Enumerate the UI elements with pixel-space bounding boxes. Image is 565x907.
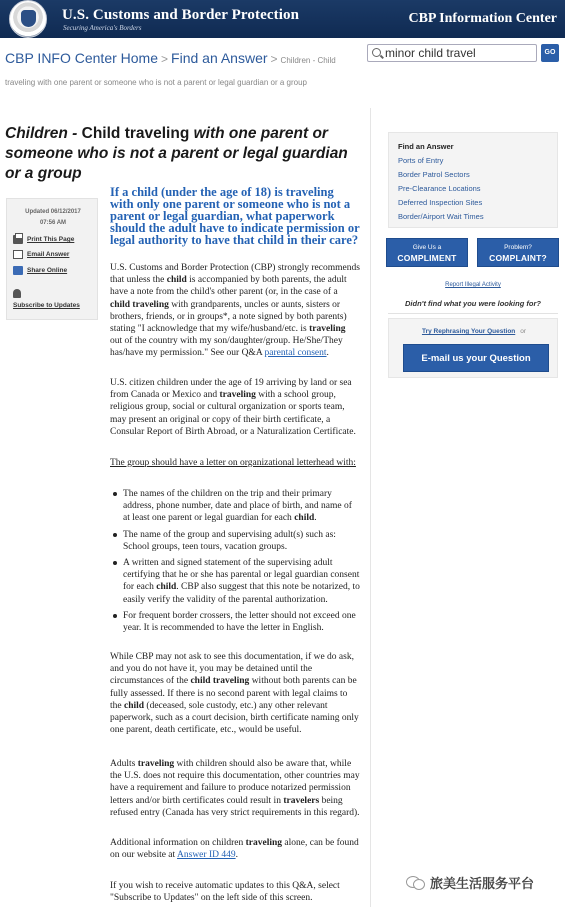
breadcrumb-separator: > <box>270 52 278 66</box>
bell-icon <box>13 289 21 298</box>
text-run: The name of the group and supervising adult(s) such as: School groups, teen tours, vacation groups. <box>123 529 336 552</box>
answer-paragraph-5 <box>110 837 360 861</box>
text-run: alone, can be found on our website at <box>110 838 359 861</box>
find-answer-title: Find an Answer <box>398 142 454 151</box>
info-center-title[interactable]: CBP Information Center <box>408 11 557 26</box>
answer-paragraph-6 <box>110 880 360 904</box>
keyword-highlight: child <box>123 700 145 711</box>
text-run: While CBP may not ask to see this documentation, if we do ask, and you do not have it, you may be detained until the circumstances of the <box>110 652 354 687</box>
updated-time-line: 07:56 AM <box>39 220 67 226</box>
page-title <box>5 124 360 184</box>
text-run: (deceased, sole custody, etc.) any other relevant paperwork, such as a court decision, birth certificate naming only one parent, death certificate, etc., would be useful. <box>110 700 359 736</box>
complaint-small-label: Problem? <box>504 244 532 251</box>
agency-name[interactable]: U.S. Customs and Border Protection <box>62 7 300 23</box>
go-button[interactable]: GO <box>541 44 559 62</box>
complaint-big-label: COMPLAINT? <box>489 253 547 263</box>
text-run: out of the country with my son/daughter/group. He/She/They has/have my permission." See our Q&A <box>110 336 343 359</box>
ports-of-entry-link[interactable]: Ports of Entry <box>398 156 444 165</box>
compliment-big-label: COMPLIMENT <box>397 253 457 263</box>
breadcrumb-find-answer-link[interactable]: Find an Answer <box>171 50 268 66</box>
inline-link[interactable]: parental consent <box>264 348 327 359</box>
watermark-text: 旅美生活服务平台 <box>430 876 535 891</box>
inline-link[interactable]: Answer ID 449 <box>177 850 236 861</box>
site-header <box>0 0 565 38</box>
report-illegal-activity-link[interactable]: Report Illegal Activity <box>445 282 501 288</box>
updated-date-line: Updated 06/12/2017 <box>25 209 81 215</box>
envelope-icon <box>13 250 23 259</box>
list-item <box>110 488 360 525</box>
find-answer-panel <box>388 132 558 228</box>
answer-paragraph-2 <box>110 377 360 438</box>
email-question-button[interactable]: E-mail us your Question <box>403 344 549 372</box>
keyword-highlight: child traveling <box>190 676 250 687</box>
text-run: For frequent border crossers, the letter should not exceed one year. It is recommended to have the letter in English. <box>123 610 356 634</box>
question-heading: If a child (under the age of 18) is traveling with only one parent or someone who is not a parent or legal guardian, what paperwork should the adult have to indicate permission or legal authority to have that child in their care? <box>110 185 360 247</box>
search-input[interactable] <box>385 45 535 61</box>
share-icon <box>13 266 23 275</box>
keyword-highlight: traveling <box>309 324 346 335</box>
text-run: Additional information on children <box>110 838 246 848</box>
wait-times-link[interactable]: Border/Airport Wait Times <box>398 212 484 221</box>
list-item <box>110 529 360 553</box>
keyword-highlight: traveling <box>245 838 283 848</box>
text-run: without both parents can be fully assessed. If there is no second parent with legal claims to the <box>110 676 357 711</box>
letter-requirements-list <box>110 488 360 638</box>
text-run: is accompanied by both parents, the adult have a note from the child's other parent (or, in the case of a <box>110 275 347 298</box>
search-icon <box>372 48 381 57</box>
compliment-button[interactable] <box>386 238 468 267</box>
agency-tagline: Securing America's Borders <box>63 24 142 32</box>
answer-paragraph-4 <box>110 758 360 819</box>
breadcrumb-current: Children - Child traveling with one parent or someone who is not a parent or legal guardian or a group <box>5 56 336 87</box>
or-label: or <box>520 328 527 335</box>
text-run: U.S. Customs and Border Protection (CBP) strongly recommends that unless the <box>110 263 360 286</box>
didnt-find-text: Didn't find what you were looking for? <box>405 299 541 308</box>
answer-paragraph-3 <box>110 651 360 736</box>
keyword-highlight: child <box>294 513 315 524</box>
breadcrumb-separator: > <box>161 52 169 66</box>
keyword-highlight: traveling <box>219 390 256 401</box>
letterhead-heading: The group should have a letter on organizational letterhead with: <box>110 458 356 468</box>
border-patrol-sectors-link[interactable]: Border Patrol Sectors <box>398 170 470 179</box>
share-online-label: Share Online <box>27 267 68 274</box>
text-run: . <box>326 348 329 359</box>
list-item <box>110 557 360 606</box>
keyword-highlight: child <box>156 582 177 593</box>
text-run: Adults <box>110 759 138 769</box>
breadcrumb <box>5 48 360 93</box>
search-box <box>367 44 537 62</box>
text-run: with children should also be aware that, while the U.S. does not require this documentation, other countries may have a requirement and failure to produce notarized permission letters and/or birth certificates could result in <box>110 759 360 806</box>
complaint-button[interactable] <box>477 238 559 267</box>
subscribe-label: Subscribe to Updates <box>13 302 80 309</box>
rephrase-row <box>389 328 559 335</box>
pre-clearance-locations-link[interactable]: Pre-Clearance Locations <box>398 184 481 193</box>
printer-icon <box>13 235 23 244</box>
text-run: . CBP also suggest that this note be notarized, to easily verify the validity of the parental authorization. <box>123 582 360 605</box>
contact-panel <box>388 318 558 378</box>
text-run: . <box>314 513 317 524</box>
answer-paragraph-1 <box>110 262 360 360</box>
keyword-highlight: travelers <box>283 795 320 806</box>
column-divider <box>370 108 371 907</box>
text-run: The names of the children on the trip and their primary address, phone number, date and place of birth, and name of at least one parent or legal guardian for each <box>123 489 352 524</box>
compliment-small-label: Give Us a <box>412 244 442 251</box>
text-run: If you wish to receive automatic updates to this Q&A, select "Subscribe to Updates" on the left side of this screen. <box>110 881 340 904</box>
updated-date <box>7 207 99 229</box>
text-run: U.S. citizen children under the age of 19 arriving by land or sea from Canada or Mexico and <box>110 378 352 401</box>
rephrase-question-link[interactable]: Try Rephrasing Your Question <box>421 328 516 335</box>
deferred-inspection-sites-link[interactable]: Deferred Inspection Sites <box>398 198 483 207</box>
print-page-label: Print This Page <box>27 236 75 243</box>
divider <box>388 313 558 314</box>
title-category: Children - <box>5 125 82 142</box>
text-run: A written and signed statement of the supervising adult certifying that he or she has parental or legal guardian consent for each <box>123 558 360 593</box>
text-run: being refused entry (Canada has very strict requirements in this regard). <box>110 795 360 818</box>
breadcrumb-home-link[interactable]: CBP INFO Center Home <box>5 50 159 66</box>
keyword-highlight: traveling <box>137 759 175 769</box>
answer-tools-panel <box>6 198 98 320</box>
text-run: with a school group, religious group, social or cultural organization or sports team, may present an original or copy of their birth certificate, a Consular Report of Birth Abroad, or a Naturalization Certificate. <box>110 390 356 437</box>
text-run: with grandparents, uncles or aunts, sisters or brothers, friends, or in groups*, a note signed by both parents) stating "I acknowledge that my wife/husband/etc. is <box>110 299 347 335</box>
list-item <box>110 610 360 634</box>
text-run: . <box>235 850 238 861</box>
keyword-highlight: child <box>166 275 187 286</box>
title-subtopic: with one parent or someone who is not a parent or legal guardian or a group <box>5 125 348 182</box>
keyword-highlight: child traveling <box>110 299 169 310</box>
email-answer-label: Email Answer <box>27 251 70 258</box>
dhs-seal-icon[interactable] <box>9 0 47 38</box>
wechat-logo-icon <box>406 874 425 889</box>
title-topic: Child traveling <box>81 125 194 142</box>
